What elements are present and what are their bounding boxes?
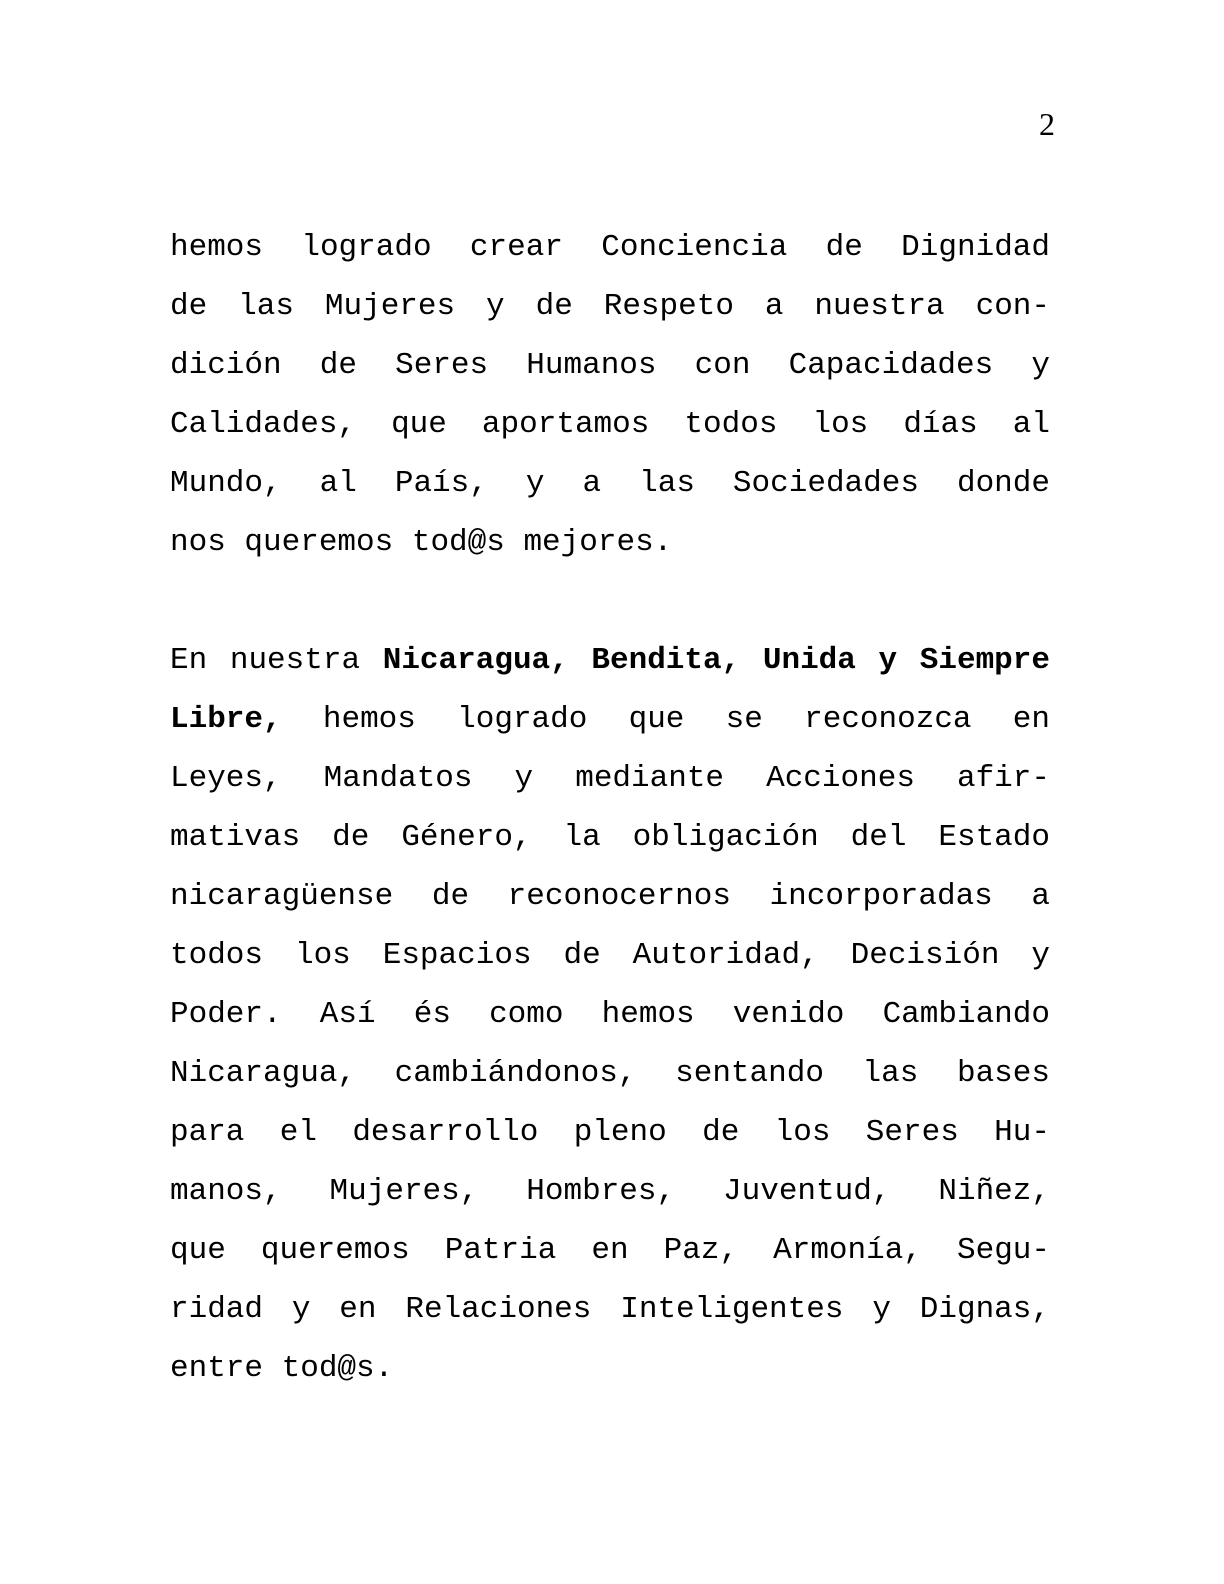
paragraph (170, 631, 1050, 1398)
text-segment: entre tod@s. (170, 1351, 394, 1386)
bold-text: Libre, (170, 702, 282, 737)
text-line (170, 1339, 1050, 1398)
text-segment: que queremos Patria en Paz, Armonía, Segu- (170, 1233, 1050, 1268)
text-segment: Mundo, al País, y a las Sociedades donde (170, 466, 1050, 501)
text-line (170, 749, 1050, 808)
text-line (170, 218, 1050, 277)
text-line (170, 985, 1050, 1044)
text-segment: Nicaragua, cambiándonos, sentando las bases (170, 1056, 1050, 1091)
page-number: 2 (1039, 106, 1055, 142)
text-line (170, 1221, 1050, 1280)
text-line (170, 808, 1050, 867)
text-line (170, 454, 1050, 513)
text-segment: dición de Seres Humanos con Capacidades y (170, 348, 1050, 383)
bold-text: Nicaragua, Bendita, Unida y Siempre (382, 643, 1050, 678)
text-segment: hemos logrado crear Conciencia de Dignidad (170, 230, 1050, 265)
text-segment: Leyes, Mandatos y mediante Acciones afir- (170, 761, 1050, 796)
text-segment: nos queremos tod@s mejores. (170, 525, 673, 560)
text-segment: para el desarrollo pleno de los Seres Hu- (170, 1115, 1050, 1150)
text-segment: ridad y en Relaciones Inteligentes y Dignas, (170, 1292, 1050, 1327)
text-line (170, 926, 1050, 985)
text-line (170, 867, 1050, 926)
text-segment: de las Mujeres y de Respeto a nuestra con- (170, 289, 1050, 324)
text-segment: nicaragüense de reconocernos incorporadas a (170, 879, 1050, 914)
document-body (170, 218, 1050, 1457)
text-segment: mativas de Género, la obligación del Estado (170, 820, 1050, 855)
text-line (170, 1044, 1050, 1103)
text-line (170, 277, 1050, 336)
text-line (170, 513, 1050, 572)
text-line (170, 631, 1050, 690)
paragraph (170, 218, 1050, 572)
text-segment: En nuestra (170, 643, 383, 678)
text-segment: Poder. Así és como hemos venido Cambiando (170, 997, 1050, 1032)
text-line (170, 1103, 1050, 1162)
text-line (170, 336, 1050, 395)
text-segment: Calidades, que aportamos todos los días al (170, 407, 1050, 442)
text-line (170, 395, 1050, 454)
text-segment: manos, Mujeres, Hombres, Juventud, Niñez, (170, 1174, 1050, 1209)
text-line (170, 690, 1050, 749)
text-line (170, 1280, 1050, 1339)
text-segment: hemos logrado que se reconozca en (281, 702, 1050, 737)
text-segment: todos los Espacios de Autoridad, Decisión y (170, 938, 1050, 973)
text-line (170, 1162, 1050, 1221)
